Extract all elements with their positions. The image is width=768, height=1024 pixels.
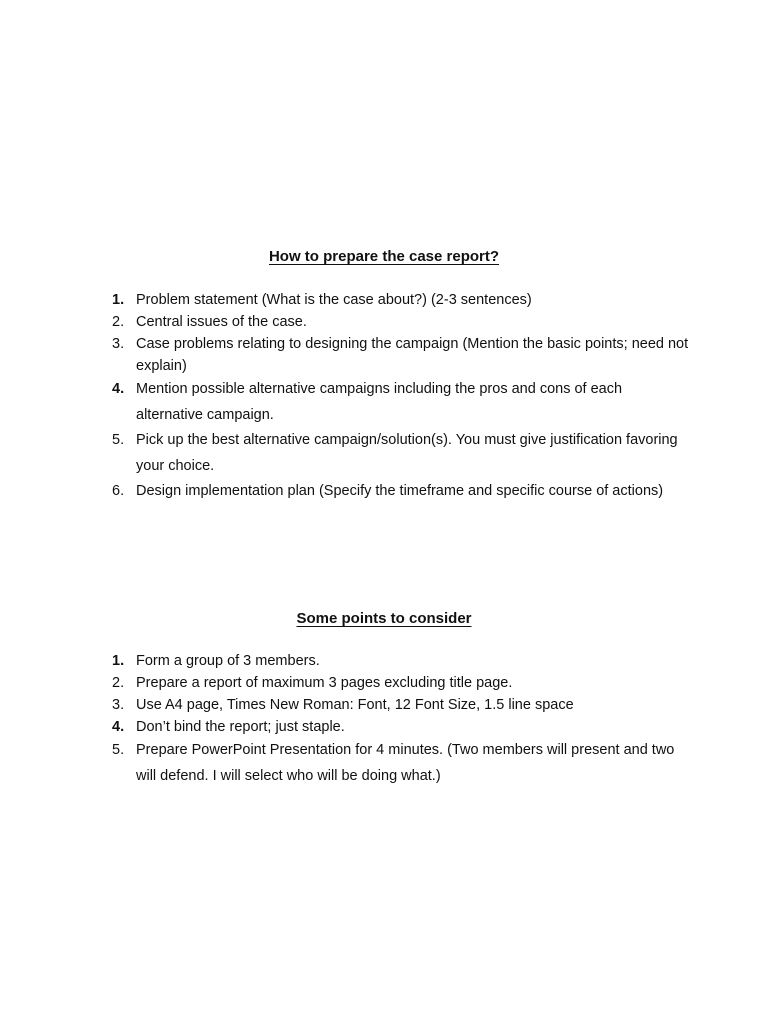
list-item-text: Prepare PowerPoint Presentation for 4 minutes. (Two members will present and two will defend. I will select who will be doing what.)	[136, 742, 675, 784]
list-item	[112, 377, 692, 428]
list-item-number: 3.	[112, 697, 125, 713]
list-item-text: Design implementation plan (Specify the timeframe and specific course of actions)	[136, 483, 664, 499]
list-item-number: 4.	[112, 381, 125, 397]
list-item	[112, 694, 692, 716]
list-item-text: Don’t bind the report; just staple.	[136, 719, 345, 735]
list-item-number: 4.	[112, 719, 125, 735]
list-item	[112, 289, 692, 311]
list-item-text: Form a group of 3 members.	[136, 653, 320, 669]
list-item-number: 1.	[112, 292, 125, 308]
list-item	[112, 311, 692, 333]
list-item-number: 1.	[112, 653, 125, 669]
list-item-number: 2.	[112, 314, 125, 330]
list-item	[112, 672, 692, 694]
list-item-number: 2.	[112, 675, 125, 691]
list-item-text: Problem statement (What is the case about?) (2-3 sentences)	[136, 292, 532, 308]
list-item-number: 6.	[112, 483, 125, 499]
list-item-number: 5.	[112, 432, 125, 448]
section-heading-case-report: How to prepare the case report?	[268, 248, 500, 265]
list-item-text: Pick up the best alternative campaign/solution(s). You must give justification favoring your choice.	[136, 432, 678, 474]
list-item-text: Use A4 page, Times New Roman: Font, 12 Font Size, 1.5 line space	[136, 697, 574, 713]
list-item-text: Case problems relating to designing the campaign (Mention the basic points; need not explain)	[136, 336, 689, 374]
list-item	[112, 650, 692, 672]
section-heading-points-to-consider: Some points to consider	[296, 610, 472, 627]
points-to-consider-list	[112, 650, 692, 789]
list-item-text: Prepare a report of maximum 3 pages excluding title page.	[136, 675, 513, 691]
list-item-number: 3.	[112, 336, 125, 352]
list-item	[112, 428, 692, 479]
list-item	[112, 333, 692, 377]
list-item	[112, 716, 692, 738]
list-item-text: Central issues of the case.	[136, 314, 307, 330]
case-report-steps-list	[112, 289, 692, 505]
list-item	[112, 738, 692, 789]
list-item	[112, 479, 692, 505]
list-item-text: Mention possible alternative campaigns including the pros and cons of each alternative campaign.	[136, 381, 623, 423]
list-item-number: 5.	[112, 742, 125, 758]
